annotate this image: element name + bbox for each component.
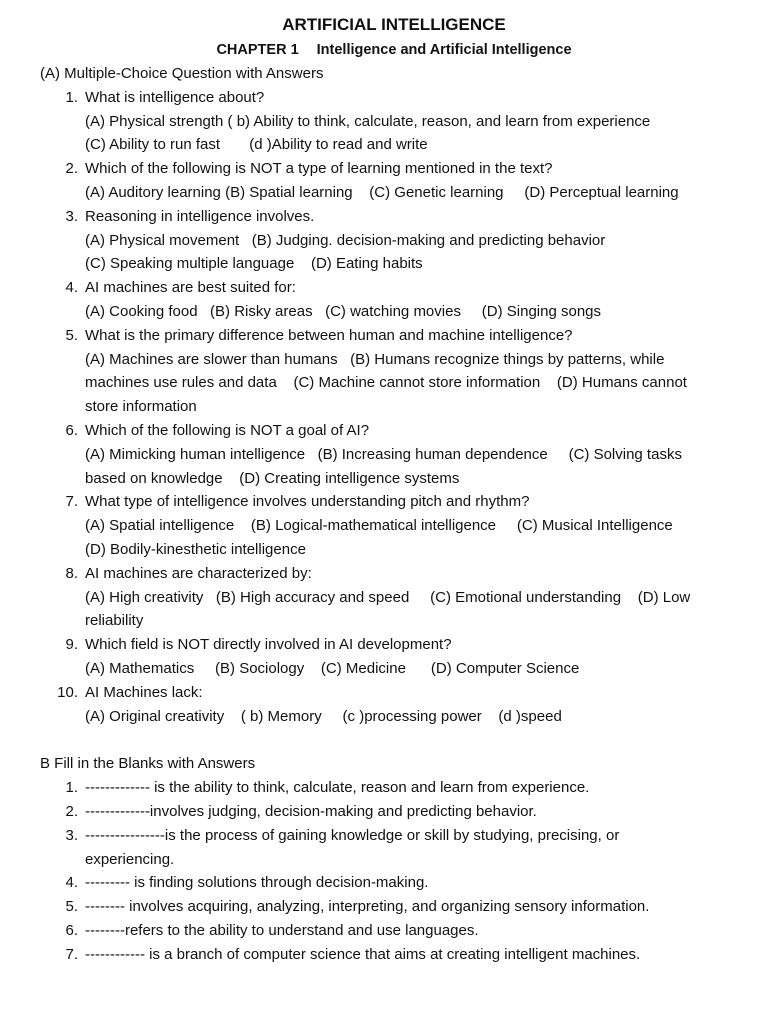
fill-blank-item [40, 943, 748, 967]
question-item [40, 276, 748, 324]
fill-blank-item [40, 800, 748, 824]
question-item [40, 419, 748, 490]
question-text: What type of intelligence involves understanding pitch and rhythm? [85, 493, 530, 511]
answer-options: reliability [85, 612, 144, 630]
fill-blank-item [40, 824, 748, 872]
answer-options: (A) Cooking food (B) Risky areas (C) watching movies (D) Singing songs [85, 302, 602, 320]
item-number: 2. [65, 802, 78, 820]
fill-blank-item [40, 919, 748, 943]
fill-blank-text: -------- involves acquiring, analyzing, interpreting, and organizing sensory information. [85, 898, 650, 916]
question-number: 8. [65, 564, 78, 582]
question-number: 4. [65, 279, 78, 297]
item-number: 3. [65, 826, 78, 844]
fill-blank-text: ----------------is the process of gaining knowledge or skill by studying, precising, or [85, 826, 620, 844]
question-text: What is the primary difference between human and machine intelligence? [85, 326, 573, 344]
question-item [40, 205, 748, 276]
answer-options: (C) Speaking multiple language (D) Eating habits [85, 255, 423, 273]
chapter-label: CHAPTER 1 [216, 42, 299, 58]
fill-blank-text: ------------- is the ability to think, calculate, reason and learn from experience. [85, 779, 590, 797]
question-text: Reasoning in intelligence involves. [85, 207, 315, 225]
item-number: 4. [65, 874, 78, 892]
question-item [40, 681, 748, 729]
question-item [40, 490, 748, 561]
answer-options: (A) Mimicking human intelligence (B) Increasing human dependence (C) Solving tasks [85, 445, 682, 463]
answer-options: (C) Ability to run fast (d )Ability to read and write [85, 136, 428, 154]
question-number: 9. [65, 636, 78, 654]
fill-blank-text: ------------ is a branch of computer science that aims at creating intelligent machines. [85, 945, 641, 963]
question-number: 5. [65, 326, 78, 344]
answer-options: (A) Spatial intelligence (B) Logical-mathematical intelligence (C) Musical Intelligence [85, 517, 673, 535]
question-number: 6. [65, 421, 78, 439]
chapter-title: Intelligence and Artificial Intelligence [316, 42, 572, 58]
answer-options: (A) Physical strength ( b) Ability to think, calculate, reason, and learn from experience [85, 112, 651, 130]
answer-options: store information [85, 398, 197, 416]
question-text: Which of the following is NOT a type of learning mentioned in the text? [85, 160, 553, 178]
question-text: AI Machines lack: [85, 683, 203, 701]
question-text: What is intelligence about? [85, 88, 265, 106]
question-item [40, 157, 748, 205]
question-item [40, 633, 748, 681]
answer-options: (A) Auditory learning (B) Spatial learning (C) Genetic learning (D) Perceptual learning [85, 183, 679, 201]
question-number: 10. [57, 683, 78, 701]
question-text: AI machines are characterized by: [85, 564, 312, 582]
answer-options: (A) Machines are slower than humans (B) Humans recognize things by patterns, while [85, 350, 665, 368]
answer-options: (A) Physical movement (B) Judging. decision-making and predicting behavior [85, 231, 606, 249]
fill-blank-item [40, 871, 748, 895]
item-number: 5. [65, 898, 78, 916]
question-item [40, 86, 748, 157]
fill-blank-item [40, 895, 748, 919]
question-number: 1. [65, 88, 78, 106]
chapter-heading [40, 38, 748, 62]
fill-blank-item [40, 776, 748, 800]
section-a-title: (A) Multiple-Choice Question with Answers [40, 65, 324, 82]
item-number: 6. [65, 921, 78, 939]
answer-options: (A) High creativity (B) High accuracy and speed (C) Emotional understanding (D) Low [85, 588, 691, 606]
question-text: Which of the following is NOT a goal of AI? [85, 421, 370, 439]
mcq-list [40, 86, 748, 729]
fill-blank-text: experiencing. [85, 850, 175, 868]
answer-options: machines use rules and data (C) Machine cannot store information (D) Humans cannot [85, 374, 687, 392]
answer-options: based on knowledge (D) Creating intelligence systems [85, 469, 460, 487]
section-b-title: B Fill in the Blanks with Answers [40, 755, 256, 773]
fill-blank-text: -------------involves judging, decision-making and predicting behavior. [85, 802, 537, 820]
question-item [40, 324, 748, 419]
item-number: 1. [65, 779, 78, 797]
fill-blank-text: --------- is finding solutions through decision-making. [85, 874, 429, 892]
question-item [40, 562, 748, 633]
item-number: 7. [65, 945, 78, 963]
question-text: AI machines are best suited for: [85, 279, 296, 297]
answer-options: (D) Bodily-kinesthetic intelligence [85, 540, 306, 558]
answer-options: (A) Mathematics (B) Sociology (C) Medicine (D) Computer Science [85, 659, 580, 677]
document-title: ARTIFICIAL INTELLIGENCE [282, 15, 506, 34]
fill-blank-list [40, 776, 748, 966]
answer-options: (A) Original creativity ( b) Memory (c )processing power (d )speed [85, 707, 562, 725]
question-number: 7. [65, 493, 78, 511]
question-number: 2. [65, 160, 78, 178]
question-text: Which field is NOT directly involved in AI development? [85, 636, 452, 654]
question-number: 3. [65, 207, 78, 225]
fill-blank-text: --------refers to the ability to understand and use languages. [85, 921, 479, 939]
